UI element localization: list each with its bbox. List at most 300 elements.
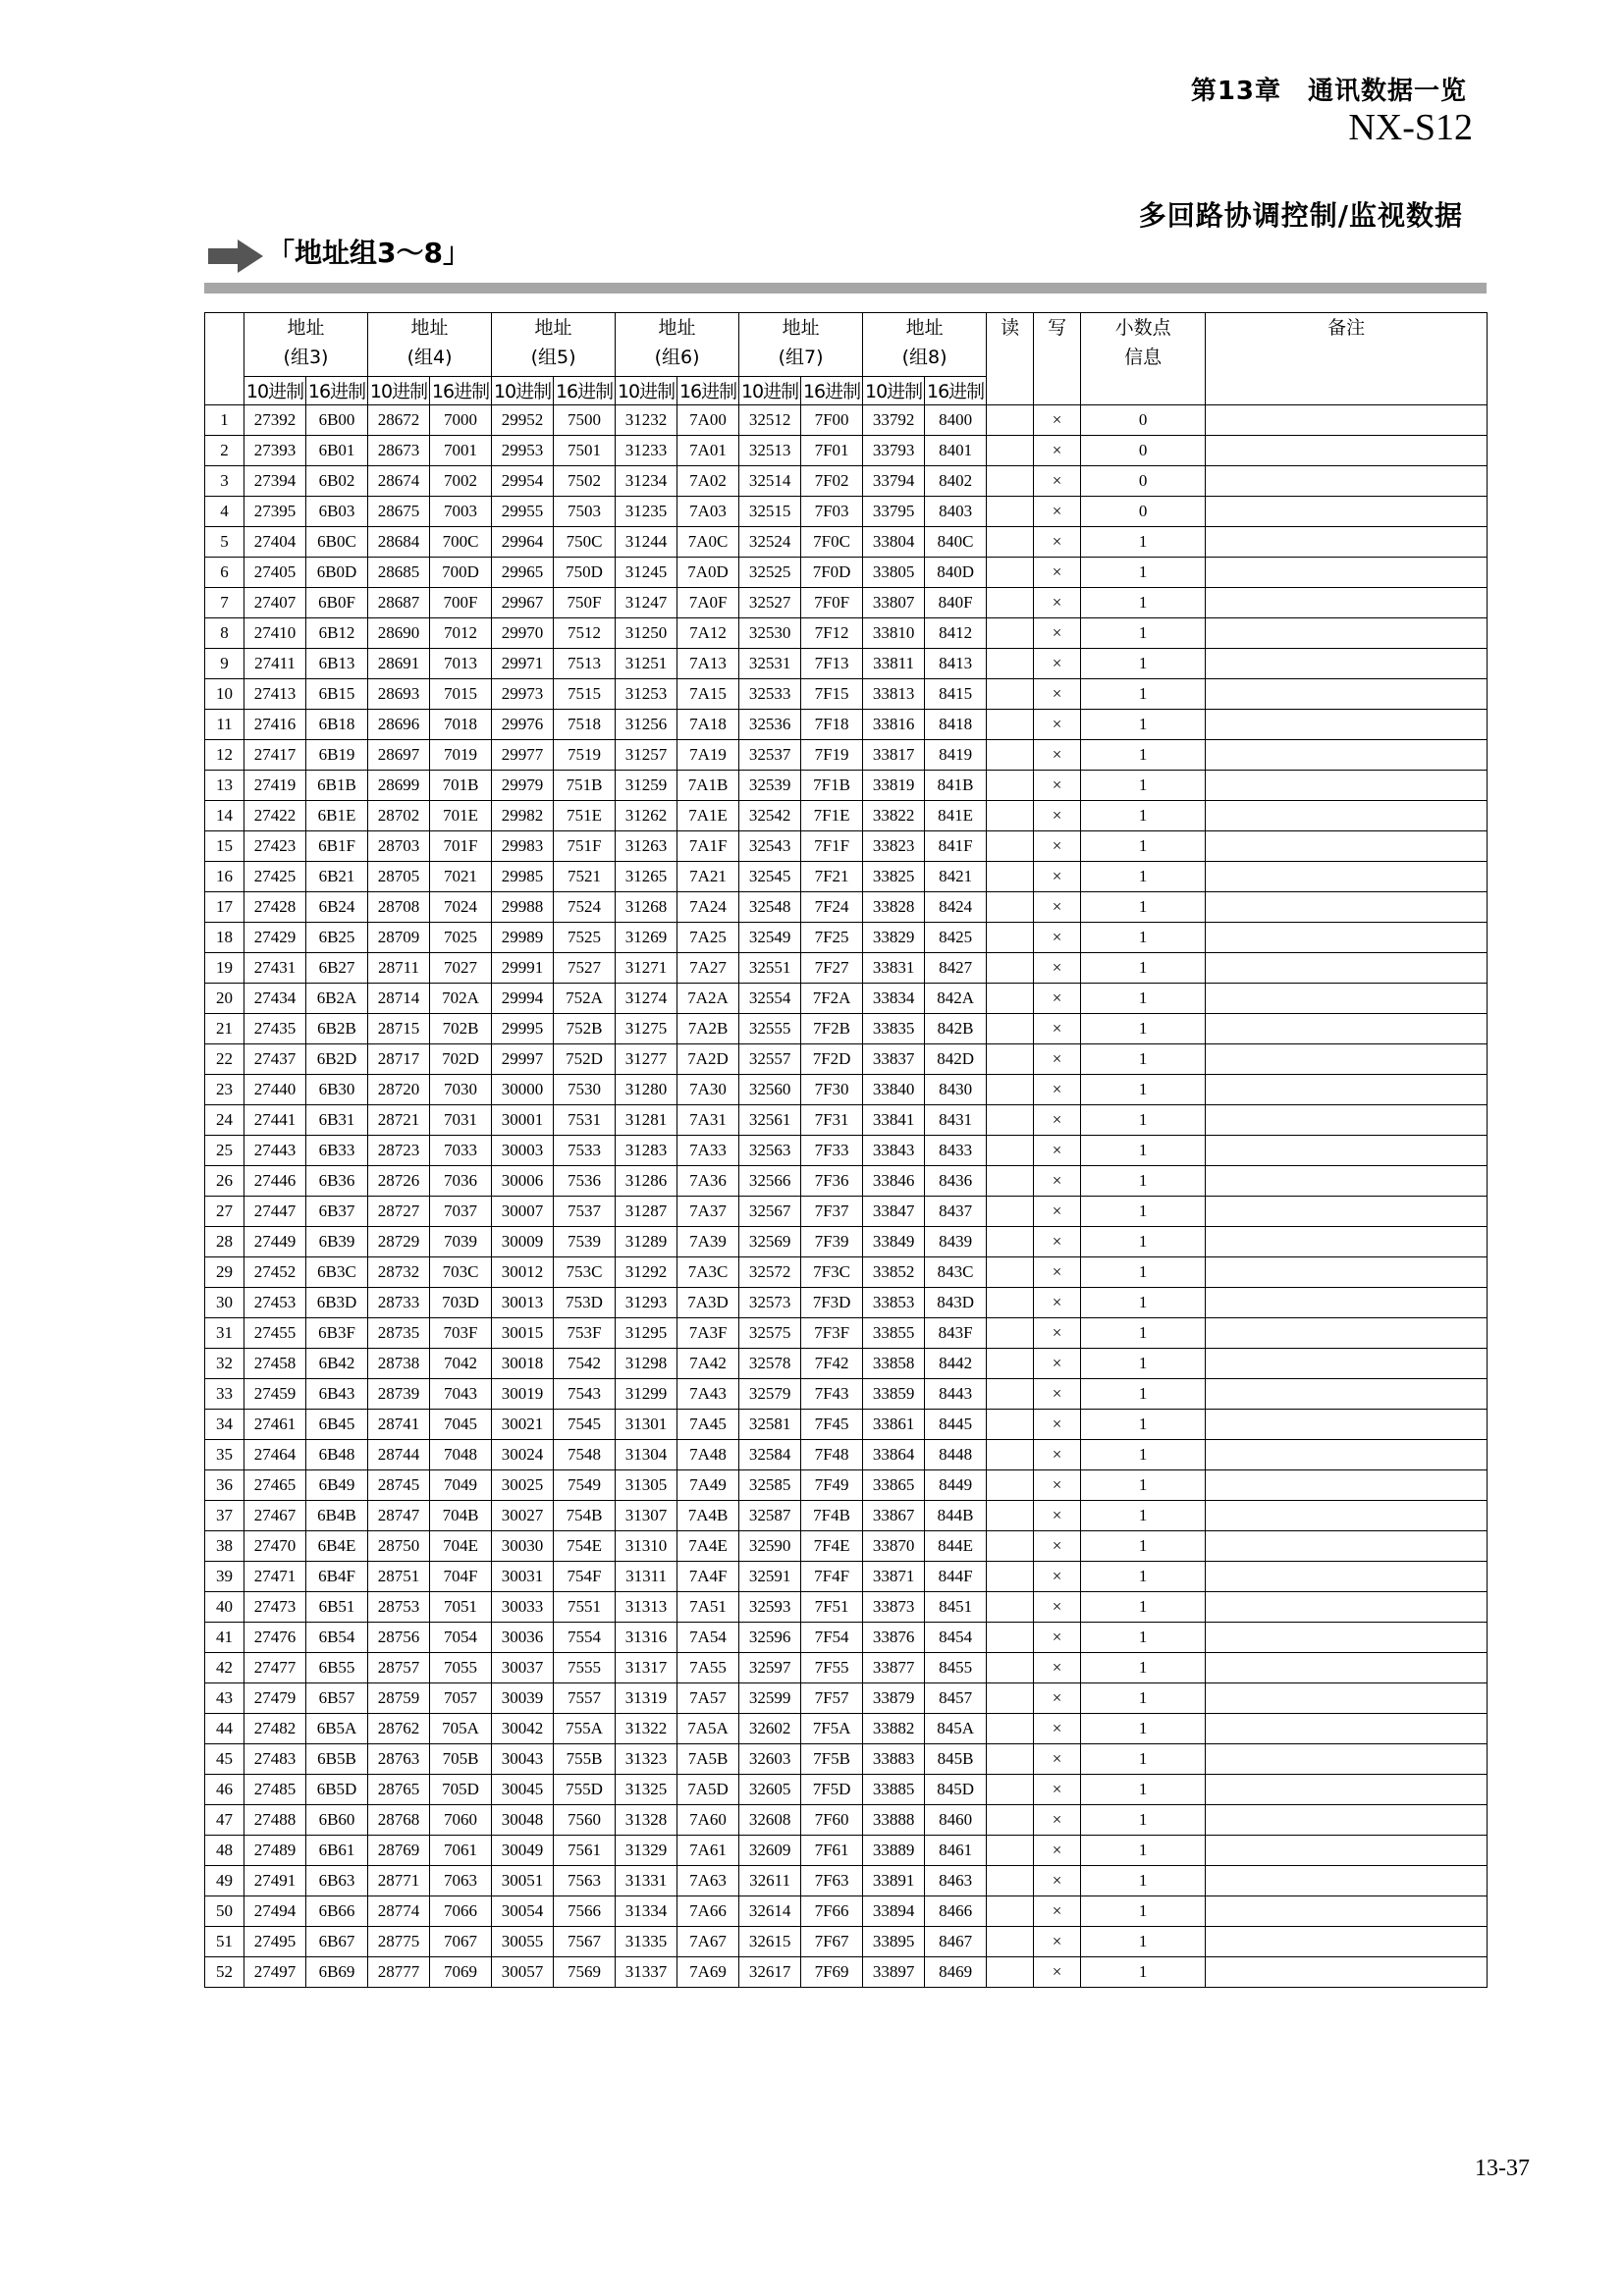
address-decimal-cell: 27411 bbox=[244, 649, 306, 679]
address-decimal-cell: 28673 bbox=[368, 436, 430, 466]
address-decimal-cell: 33859 bbox=[863, 1379, 925, 1410]
note-cell bbox=[1206, 497, 1488, 527]
address-hex-cell: 7555 bbox=[554, 1653, 616, 1683]
address-decimal-cell: 27491 bbox=[244, 1866, 306, 1896]
address-decimal-cell: 33871 bbox=[863, 1562, 925, 1592]
address-hex-cell: 7025 bbox=[430, 923, 492, 953]
read-cell bbox=[987, 1836, 1034, 1866]
address-decimal-cell: 32615 bbox=[739, 1927, 801, 1957]
address-hex-cell: 6B15 bbox=[306, 679, 368, 710]
read-cell bbox=[987, 771, 1034, 801]
table-row bbox=[205, 1896, 1488, 1927]
note-cell bbox=[1206, 1470, 1488, 1501]
row-index: 15 bbox=[205, 831, 244, 862]
address-decimal-cell: 30027 bbox=[492, 1501, 554, 1531]
address-hex-cell: 7A66 bbox=[677, 1896, 739, 1927]
address-hex-cell: 840D bbox=[925, 558, 987, 588]
address-decimal-cell: 31293 bbox=[616, 1288, 677, 1318]
write-cell: × bbox=[1034, 436, 1081, 466]
address-hex-cell: 844E bbox=[925, 1531, 987, 1562]
read-cell bbox=[987, 618, 1034, 649]
address-hex-cell: 8403 bbox=[925, 497, 987, 527]
address-hex-cell: 7A00 bbox=[677, 405, 739, 436]
write-cell: × bbox=[1034, 984, 1081, 1014]
read-cell bbox=[987, 1075, 1034, 1105]
address-hex-cell: 6B2B bbox=[306, 1014, 368, 1044]
header-read: 读 bbox=[987, 313, 1034, 405]
address-decimal-cell: 28757 bbox=[368, 1653, 430, 1683]
address-decimal-cell: 30036 bbox=[492, 1623, 554, 1653]
address-decimal-cell: 33853 bbox=[863, 1288, 925, 1318]
row-index: 38 bbox=[205, 1531, 244, 1562]
address-hex-cell: 6B30 bbox=[306, 1075, 368, 1105]
table-row bbox=[205, 953, 1488, 984]
table-row bbox=[205, 923, 1488, 953]
row-index: 37 bbox=[205, 1501, 244, 1531]
address-decimal-cell: 32603 bbox=[739, 1744, 801, 1775]
write-cell: × bbox=[1034, 497, 1081, 527]
write-cell: × bbox=[1034, 679, 1081, 710]
address-decimal-cell: 31262 bbox=[616, 801, 677, 831]
address-hex-cell: 6B48 bbox=[306, 1440, 368, 1470]
address-hex-cell: 8467 bbox=[925, 1927, 987, 1957]
address-decimal-cell: 28750 bbox=[368, 1531, 430, 1562]
address-hex-cell: 7F67 bbox=[801, 1927, 863, 1957]
address-decimal-cell: 27495 bbox=[244, 1927, 306, 1957]
address-hex-cell: 840C bbox=[925, 527, 987, 558]
address-decimal-cell: 30055 bbox=[492, 1927, 554, 1957]
address-decimal-cell: 31263 bbox=[616, 831, 677, 862]
address-decimal-cell: 32537 bbox=[739, 740, 801, 771]
address-decimal-cell: 31289 bbox=[616, 1227, 677, 1257]
write-cell: × bbox=[1034, 1440, 1081, 1470]
address-hex-cell: 6B2D bbox=[306, 1044, 368, 1075]
address-decimal-cell: 30021 bbox=[492, 1410, 554, 1440]
address-hex-cell: 7A21 bbox=[677, 862, 739, 892]
table-row bbox=[205, 405, 1488, 436]
address-decimal-cell: 31317 bbox=[616, 1653, 677, 1683]
read-cell bbox=[987, 1683, 1034, 1714]
note-cell bbox=[1206, 1014, 1488, 1044]
address-decimal-cell: 30012 bbox=[492, 1257, 554, 1288]
address-hex-cell: 7F0C bbox=[801, 527, 863, 558]
table-row bbox=[205, 740, 1488, 771]
read-cell bbox=[987, 1349, 1034, 1379]
address-hex-cell: 7051 bbox=[430, 1592, 492, 1623]
address-decimal-cell: 32609 bbox=[739, 1836, 801, 1866]
decimal-info-cell: 1 bbox=[1081, 862, 1206, 892]
address-decimal-cell: 32617 bbox=[739, 1957, 801, 1988]
decimal-info-cell: 1 bbox=[1081, 1896, 1206, 1927]
read-cell bbox=[987, 1227, 1034, 1257]
address-hex-cell: 7A18 bbox=[677, 710, 739, 740]
address-decimal-cell: 33816 bbox=[863, 710, 925, 740]
address-hex-cell: 6B60 bbox=[306, 1805, 368, 1836]
address-decimal-cell: 33895 bbox=[863, 1927, 925, 1957]
address-hex-cell: 7F37 bbox=[801, 1197, 863, 1227]
address-decimal-cell: 30054 bbox=[492, 1896, 554, 1927]
table-row bbox=[205, 831, 1488, 862]
address-hex-cell: 8424 bbox=[925, 892, 987, 923]
address-hex-cell: 7A51 bbox=[677, 1592, 739, 1623]
address-decimal-cell: 32549 bbox=[739, 923, 801, 953]
address-hex-cell: 7F3C bbox=[801, 1257, 863, 1288]
note-cell bbox=[1206, 1683, 1488, 1714]
header-note: 备注 bbox=[1206, 313, 1488, 405]
address-hex-cell: 7502 bbox=[554, 466, 616, 497]
address-hex-cell: 7061 bbox=[430, 1836, 492, 1866]
address-decimal-cell: 27455 bbox=[244, 1318, 306, 1349]
row-index: 41 bbox=[205, 1623, 244, 1653]
address-decimal-cell: 30019 bbox=[492, 1379, 554, 1410]
address-hex-cell: 750D bbox=[554, 558, 616, 588]
note-cell bbox=[1206, 618, 1488, 649]
decimal-info-cell: 0 bbox=[1081, 436, 1206, 466]
address-decimal-cell: 32611 bbox=[739, 1866, 801, 1896]
table-row bbox=[205, 1257, 1488, 1288]
row-index: 21 bbox=[205, 1014, 244, 1044]
address-decimal-cell: 33841 bbox=[863, 1105, 925, 1136]
address-decimal-cell: 27434 bbox=[244, 984, 306, 1014]
address-decimal-cell: 31307 bbox=[616, 1501, 677, 1531]
address-hex-cell: 6B0D bbox=[306, 558, 368, 588]
address-hex-cell: 7001 bbox=[430, 436, 492, 466]
note-cell bbox=[1206, 1166, 1488, 1197]
write-cell: × bbox=[1034, 1014, 1081, 1044]
chapter-title: 第13章 通讯数据一览 bbox=[1190, 77, 1467, 106]
decimal-info-cell: 1 bbox=[1081, 740, 1206, 771]
address-hex-cell: 752D bbox=[554, 1044, 616, 1075]
header-hex: 16进制 bbox=[430, 377, 492, 405]
address-decimal-cell: 29964 bbox=[492, 527, 554, 558]
header-group7: 地址 (组7) bbox=[739, 313, 863, 377]
address-decimal-cell: 27464 bbox=[244, 1440, 306, 1470]
address-decimal-cell: 32608 bbox=[739, 1805, 801, 1836]
write-cell: × bbox=[1034, 1257, 1081, 1288]
address-hex-cell: 7F27 bbox=[801, 953, 863, 984]
read-cell bbox=[987, 1136, 1034, 1166]
address-hex-cell: 753D bbox=[554, 1288, 616, 1318]
address-hex-cell: 6B1B bbox=[306, 771, 368, 801]
address-decimal-cell: 30051 bbox=[492, 1866, 554, 1896]
address-decimal-cell: 31283 bbox=[616, 1136, 677, 1166]
address-decimal-cell: 27459 bbox=[244, 1379, 306, 1410]
address-hex-cell: 7042 bbox=[430, 1349, 492, 1379]
address-decimal-cell: 32597 bbox=[739, 1653, 801, 1683]
address-hex-cell: 7A54 bbox=[677, 1623, 739, 1653]
address-hex-cell: 7F63 bbox=[801, 1866, 863, 1896]
address-hex-cell: 6B00 bbox=[306, 405, 368, 436]
table-row bbox=[205, 1562, 1488, 1592]
table-row bbox=[205, 558, 1488, 588]
address-hex-cell: 7A61 bbox=[677, 1836, 739, 1866]
address-decimal-cell: 31253 bbox=[616, 679, 677, 710]
address-hex-cell: 7A13 bbox=[677, 649, 739, 679]
address-decimal-cell: 33795 bbox=[863, 497, 925, 527]
address-hex-cell: 841F bbox=[925, 831, 987, 862]
write-cell: × bbox=[1034, 527, 1081, 558]
address-decimal-cell: 31335 bbox=[616, 1927, 677, 1957]
address-decimal-cell: 32593 bbox=[739, 1592, 801, 1623]
address-decimal-cell: 27449 bbox=[244, 1227, 306, 1257]
address-decimal-cell: 30030 bbox=[492, 1531, 554, 1562]
decimal-info-cell: 1 bbox=[1081, 558, 1206, 588]
address-decimal-cell: 29971 bbox=[492, 649, 554, 679]
write-cell: × bbox=[1034, 1197, 1081, 1227]
address-hex-cell: 843D bbox=[925, 1288, 987, 1318]
address-decimal-cell: 29983 bbox=[492, 831, 554, 862]
address-decimal-cell: 28687 bbox=[368, 588, 430, 618]
address-hex-cell: 841B bbox=[925, 771, 987, 801]
address-decimal-cell: 32530 bbox=[739, 618, 801, 649]
decimal-info-cell: 1 bbox=[1081, 527, 1206, 558]
table-row bbox=[205, 1349, 1488, 1379]
decimal-info-cell: 1 bbox=[1081, 1775, 1206, 1805]
address-decimal-cell: 31251 bbox=[616, 649, 677, 679]
note-cell bbox=[1206, 558, 1488, 588]
address-decimal-cell: 32513 bbox=[739, 436, 801, 466]
read-cell bbox=[987, 649, 1034, 679]
address-decimal-cell: 32575 bbox=[739, 1318, 801, 1349]
address-hex-cell: 7F49 bbox=[801, 1470, 863, 1501]
decimal-info-cell: 1 bbox=[1081, 1531, 1206, 1562]
address-hex-cell: 7563 bbox=[554, 1866, 616, 1896]
row-index: 8 bbox=[205, 618, 244, 649]
table-row bbox=[205, 1470, 1488, 1501]
address-hex-cell: 7503 bbox=[554, 497, 616, 527]
address-decimal-cell: 33835 bbox=[863, 1014, 925, 1044]
address-decimal-cell: 31265 bbox=[616, 862, 677, 892]
address-hex-cell: 705B bbox=[430, 1744, 492, 1775]
address-decimal-cell: 32569 bbox=[739, 1227, 801, 1257]
decimal-info-cell: 1 bbox=[1081, 588, 1206, 618]
address-decimal-cell: 30031 bbox=[492, 1562, 554, 1592]
address-decimal-cell: 31313 bbox=[616, 1592, 677, 1623]
address-hex-cell: 7A5B bbox=[677, 1744, 739, 1775]
address-decimal-cell: 32563 bbox=[739, 1136, 801, 1166]
address-hex-cell: 7A1E bbox=[677, 801, 739, 831]
address-hex-cell: 7A15 bbox=[677, 679, 739, 710]
address-hex-cell: 7A2D bbox=[677, 1044, 739, 1075]
table-row bbox=[205, 1775, 1488, 1805]
read-cell bbox=[987, 497, 1034, 527]
address-hex-cell: 6B01 bbox=[306, 436, 368, 466]
address-hex-cell: 842B bbox=[925, 1014, 987, 1044]
address-hex-cell: 7F01 bbox=[801, 436, 863, 466]
address-decimal-cell: 28684 bbox=[368, 527, 430, 558]
address-hex-cell: 7F5D bbox=[801, 1775, 863, 1805]
address-hex-cell: 7A4F bbox=[677, 1562, 739, 1592]
address-hex-cell: 8449 bbox=[925, 1470, 987, 1501]
address-decimal-cell: 31234 bbox=[616, 466, 677, 497]
address-hex-cell: 7F45 bbox=[801, 1410, 863, 1440]
address-hex-cell: 7519 bbox=[554, 740, 616, 771]
address-decimal-cell: 31319 bbox=[616, 1683, 677, 1714]
address-decimal-cell: 29965 bbox=[492, 558, 554, 588]
note-cell bbox=[1206, 984, 1488, 1014]
note-cell bbox=[1206, 923, 1488, 953]
address-hex-cell: 7A2A bbox=[677, 984, 739, 1014]
row-index: 23 bbox=[205, 1075, 244, 1105]
address-hex-cell: 7036 bbox=[430, 1166, 492, 1197]
address-decimal-cell: 31271 bbox=[616, 953, 677, 984]
address-hex-cell: 6B3C bbox=[306, 1257, 368, 1288]
address-hex-cell: 7F36 bbox=[801, 1166, 863, 1197]
address-decimal-cell: 32515 bbox=[739, 497, 801, 527]
address-hex-cell: 7A25 bbox=[677, 923, 739, 953]
row-index: 49 bbox=[205, 1866, 244, 1896]
decimal-info-cell: 1 bbox=[1081, 1623, 1206, 1653]
address-hex-cell: 845B bbox=[925, 1744, 987, 1775]
table-row bbox=[205, 679, 1488, 710]
address-hex-cell: 7048 bbox=[430, 1440, 492, 1470]
address-decimal-cell: 31310 bbox=[616, 1531, 677, 1562]
write-cell: × bbox=[1034, 1562, 1081, 1592]
read-cell bbox=[987, 1257, 1034, 1288]
address-hex-cell: 7A19 bbox=[677, 740, 739, 771]
address-hex-cell: 8400 bbox=[925, 405, 987, 436]
address-hex-cell: 7A2B bbox=[677, 1014, 739, 1044]
write-cell: × bbox=[1034, 862, 1081, 892]
address-decimal-cell: 31299 bbox=[616, 1379, 677, 1410]
decimal-info-cell: 1 bbox=[1081, 923, 1206, 953]
note-cell bbox=[1206, 1896, 1488, 1927]
address-hex-cell: 7F5A bbox=[801, 1714, 863, 1744]
address-decimal-cell: 30000 bbox=[492, 1075, 554, 1105]
address-decimal-cell: 31257 bbox=[616, 740, 677, 771]
note-cell bbox=[1206, 740, 1488, 771]
address-decimal-cell: 33891 bbox=[863, 1866, 925, 1896]
address-decimal-cell: 31274 bbox=[616, 984, 677, 1014]
write-cell: × bbox=[1034, 1379, 1081, 1410]
address-decimal-cell: 33858 bbox=[863, 1349, 925, 1379]
note-cell bbox=[1206, 831, 1488, 862]
address-decimal-cell: 33794 bbox=[863, 466, 925, 497]
address-hex-cell: 7561 bbox=[554, 1836, 616, 1866]
address-decimal-cell: 28727 bbox=[368, 1197, 430, 1227]
address-hex-cell: 7560 bbox=[554, 1805, 616, 1836]
address-decimal-cell: 33810 bbox=[863, 618, 925, 649]
address-decimal-cell: 31331 bbox=[616, 1866, 677, 1896]
address-decimal-cell: 27461 bbox=[244, 1410, 306, 1440]
address-hex-cell: 755D bbox=[554, 1775, 616, 1805]
address-hex-cell: 8413 bbox=[925, 649, 987, 679]
address-decimal-cell: 32525 bbox=[739, 558, 801, 588]
address-hex-cell: 7515 bbox=[554, 679, 616, 710]
address-hex-cell: 704B bbox=[430, 1501, 492, 1531]
table-row bbox=[205, 1105, 1488, 1136]
address-decimal-cell: 31322 bbox=[616, 1714, 677, 1744]
address-hex-cell: 7F3D bbox=[801, 1288, 863, 1318]
read-cell bbox=[987, 1714, 1034, 1744]
address-hex-cell: 7066 bbox=[430, 1896, 492, 1927]
address-decimal-cell: 32561 bbox=[739, 1105, 801, 1136]
address-decimal-cell: 30024 bbox=[492, 1440, 554, 1470]
address-decimal-cell: 32536 bbox=[739, 710, 801, 740]
address-hex-cell: 6B37 bbox=[306, 1197, 368, 1227]
decimal-info-cell: 1 bbox=[1081, 984, 1206, 1014]
note-cell bbox=[1206, 1257, 1488, 1288]
header-group3: 地址 (组3) bbox=[244, 313, 368, 377]
decimal-info-cell: 1 bbox=[1081, 1592, 1206, 1623]
address-hex-cell: 6B66 bbox=[306, 1896, 368, 1927]
address-hex-cell: 704F bbox=[430, 1562, 492, 1592]
read-cell bbox=[987, 1531, 1034, 1562]
table-row bbox=[205, 1227, 1488, 1257]
address-hex-cell: 7018 bbox=[430, 710, 492, 740]
write-cell: × bbox=[1034, 466, 1081, 497]
address-hex-cell: 7A4E bbox=[677, 1531, 739, 1562]
row-index: 3 bbox=[205, 466, 244, 497]
decimal-info-cell: 1 bbox=[1081, 1470, 1206, 1501]
table-row bbox=[205, 436, 1488, 466]
write-cell: × bbox=[1034, 1896, 1081, 1927]
read-cell bbox=[987, 1288, 1034, 1318]
address-hex-cell: 7A67 bbox=[677, 1927, 739, 1957]
table-row bbox=[205, 618, 1488, 649]
address-hex-cell: 8421 bbox=[925, 862, 987, 892]
address-hex-cell: 6B51 bbox=[306, 1592, 368, 1623]
address-decimal-cell: 28697 bbox=[368, 740, 430, 771]
address-hex-cell: 7013 bbox=[430, 649, 492, 679]
address-decimal-cell: 28738 bbox=[368, 1349, 430, 1379]
address-hex-cell: 751B bbox=[554, 771, 616, 801]
address-hex-cell: 7033 bbox=[430, 1136, 492, 1166]
address-hex-cell: 7527 bbox=[554, 953, 616, 984]
address-decimal-cell: 31329 bbox=[616, 1836, 677, 1866]
address-hex-cell: 6B03 bbox=[306, 497, 368, 527]
read-cell bbox=[987, 1896, 1034, 1927]
address-decimal-cell: 28741 bbox=[368, 1410, 430, 1440]
address-hex-cell: 7533 bbox=[554, 1136, 616, 1166]
decimal-info-cell: 1 bbox=[1081, 1562, 1206, 1592]
decimal-info-cell: 1 bbox=[1081, 1501, 1206, 1531]
decimal-info-cell: 1 bbox=[1081, 1075, 1206, 1105]
address-hex-cell: 7F24 bbox=[801, 892, 863, 923]
write-cell: × bbox=[1034, 953, 1081, 984]
read-cell bbox=[987, 1775, 1034, 1805]
address-hex-cell: 7039 bbox=[430, 1227, 492, 1257]
address-decimal-cell: 30015 bbox=[492, 1318, 554, 1349]
address-decimal-cell: 31328 bbox=[616, 1805, 677, 1836]
write-cell: × bbox=[1034, 1318, 1081, 1349]
address-decimal-cell: 27431 bbox=[244, 953, 306, 984]
address-decimal-cell: 28768 bbox=[368, 1805, 430, 1836]
address-decimal-cell: 32533 bbox=[739, 679, 801, 710]
decimal-info-cell: 1 bbox=[1081, 1744, 1206, 1775]
address-hex-cell: 7F25 bbox=[801, 923, 863, 953]
decimal-info-cell: 0 bbox=[1081, 466, 1206, 497]
address-decimal-cell: 33846 bbox=[863, 1166, 925, 1197]
row-index: 7 bbox=[205, 588, 244, 618]
read-cell bbox=[987, 1623, 1034, 1653]
table-row bbox=[205, 892, 1488, 923]
write-cell: × bbox=[1034, 710, 1081, 740]
address-decimal-cell: 32587 bbox=[739, 1501, 801, 1531]
page-number: 13-37 bbox=[1475, 2156, 1530, 2181]
address-decimal-cell: 32599 bbox=[739, 1683, 801, 1714]
address-decimal-cell: 29955 bbox=[492, 497, 554, 527]
table-row bbox=[205, 497, 1488, 527]
row-index: 29 bbox=[205, 1257, 244, 1288]
address-decimal-cell: 28699 bbox=[368, 771, 430, 801]
address-hex-cell: 7569 bbox=[554, 1957, 616, 1988]
address-hex-cell: 7543 bbox=[554, 1379, 616, 1410]
address-hex-cell: 7002 bbox=[430, 466, 492, 497]
address-decimal-cell: 29973 bbox=[492, 679, 554, 710]
read-cell bbox=[987, 466, 1034, 497]
address-decimal-cell: 28753 bbox=[368, 1592, 430, 1623]
